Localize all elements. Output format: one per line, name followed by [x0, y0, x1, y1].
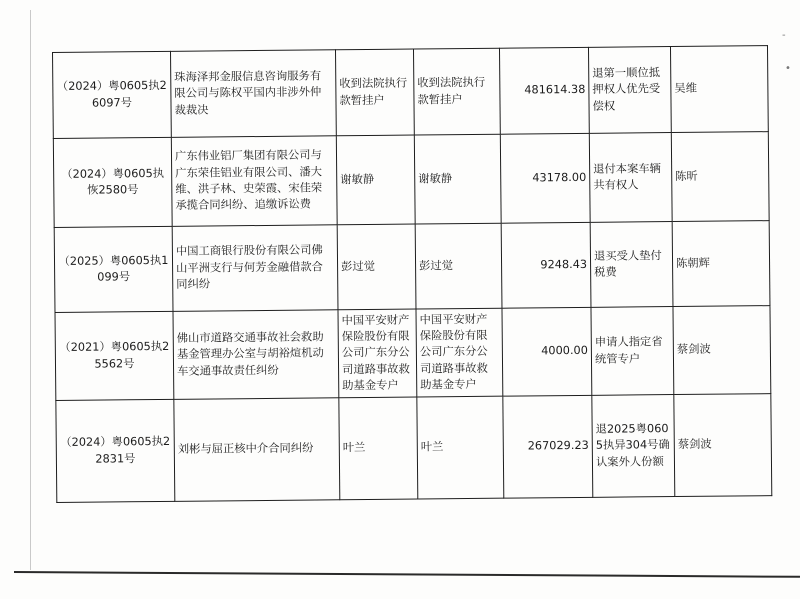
table-row: [56, 394, 772, 503]
payee-cell: 谢敏静: [414, 134, 501, 224]
page-edge: [30, 10, 31, 570]
case-name-cell: 中国工商银行股份有限公司佛山平洲支行与何芳金融借款合同纠纷: [172, 225, 338, 312]
case-name-cell: 刘彬与屈正核中介合同纠纷: [174, 398, 340, 502]
payee-cell: 中国平安财产保险股份有限公司广东分公司道路事故救助基金专户: [416, 308, 503, 397]
amount-cell: 9248.43: [501, 222, 591, 308]
page-edge-bottom: [14, 571, 800, 578]
payer-cell: 叶兰: [339, 397, 418, 500]
case-name-cell: 佛山市道路交通事故社会救助基金管理办公室与胡裕煊机动车交通事故责任纠纷: [173, 310, 339, 400]
document-sheet: [52, 45, 772, 503]
handler-cell: 蔡剑波: [673, 306, 771, 395]
reason-cell: 退2025粤0605执异304号确认案外人份额: [592, 395, 675, 498]
case-name-cell: 广东伟业铝厂集团有限公司与广东荣佳铝业有限公司、潘大维、洪子林、史荣霞、宋佳荣承揽合同纠纷、追缴诉讼费: [171, 136, 337, 227]
handler-cell: 蔡剑波: [674, 394, 772, 497]
reason-cell: 申请人指定省统管专户: [591, 307, 674, 396]
table-row: [53, 132, 769, 228]
payee-cell: 彭过觉: [415, 223, 502, 309]
reason-cell: 退买受人垫付税费: [590, 222, 673, 308]
table-row: [54, 221, 770, 313]
handler-cell: 陈昕: [671, 132, 769, 222]
payer-cell: 谢敏静: [336, 135, 415, 225]
handler-cell: 陈朝辉: [672, 221, 770, 307]
table-row: [55, 306, 771, 401]
reason-cell: 退付本案车辆共有权人: [589, 133, 672, 223]
handler-cell: 吴维: [670, 46, 768, 133]
case-number-cell: （2024）粤0605执恢2580号: [53, 137, 172, 227]
amount-cell: 481614.38: [499, 47, 589, 134]
case-number-cell: （2025）粤0605执1099号: [54, 226, 173, 312]
payer-cell: 彭过觉: [337, 224, 416, 310]
scan-mark: -: [782, 30, 786, 41]
case-number-cell: （2024）粤0605执22831号: [56, 399, 175, 502]
amount-cell: 4000.00: [502, 307, 592, 396]
amount-cell: 43178.00: [500, 133, 590, 223]
scan-mark: •: [785, 63, 791, 74]
payee-cell: 收到法院执行款暂挂户: [413, 48, 500, 135]
payer-cell: 中国平安财产保险股份有限公司广东分公司道路事故救助基金专户: [338, 309, 417, 398]
payee-cell: 叶兰: [417, 396, 504, 499]
amount-cell: 267029.23: [503, 395, 593, 498]
case-number-cell: （2024）粤0605执26097号: [53, 51, 172, 138]
case-name-cell: 珠海泽邦金服信息咨询服务有限公司与陈权平国内非涉外仲裁裁决: [170, 50, 336, 138]
refund-table: [52, 45, 772, 503]
case-number-cell: （2021）粤0605执25562号: [55, 311, 174, 400]
payer-cell: 收到法院执行款暂挂户: [335, 49, 414, 136]
table-row: [53, 46, 769, 139]
reason-cell: 退第一顺位抵押权人优先受偿权: [588, 47, 671, 134]
